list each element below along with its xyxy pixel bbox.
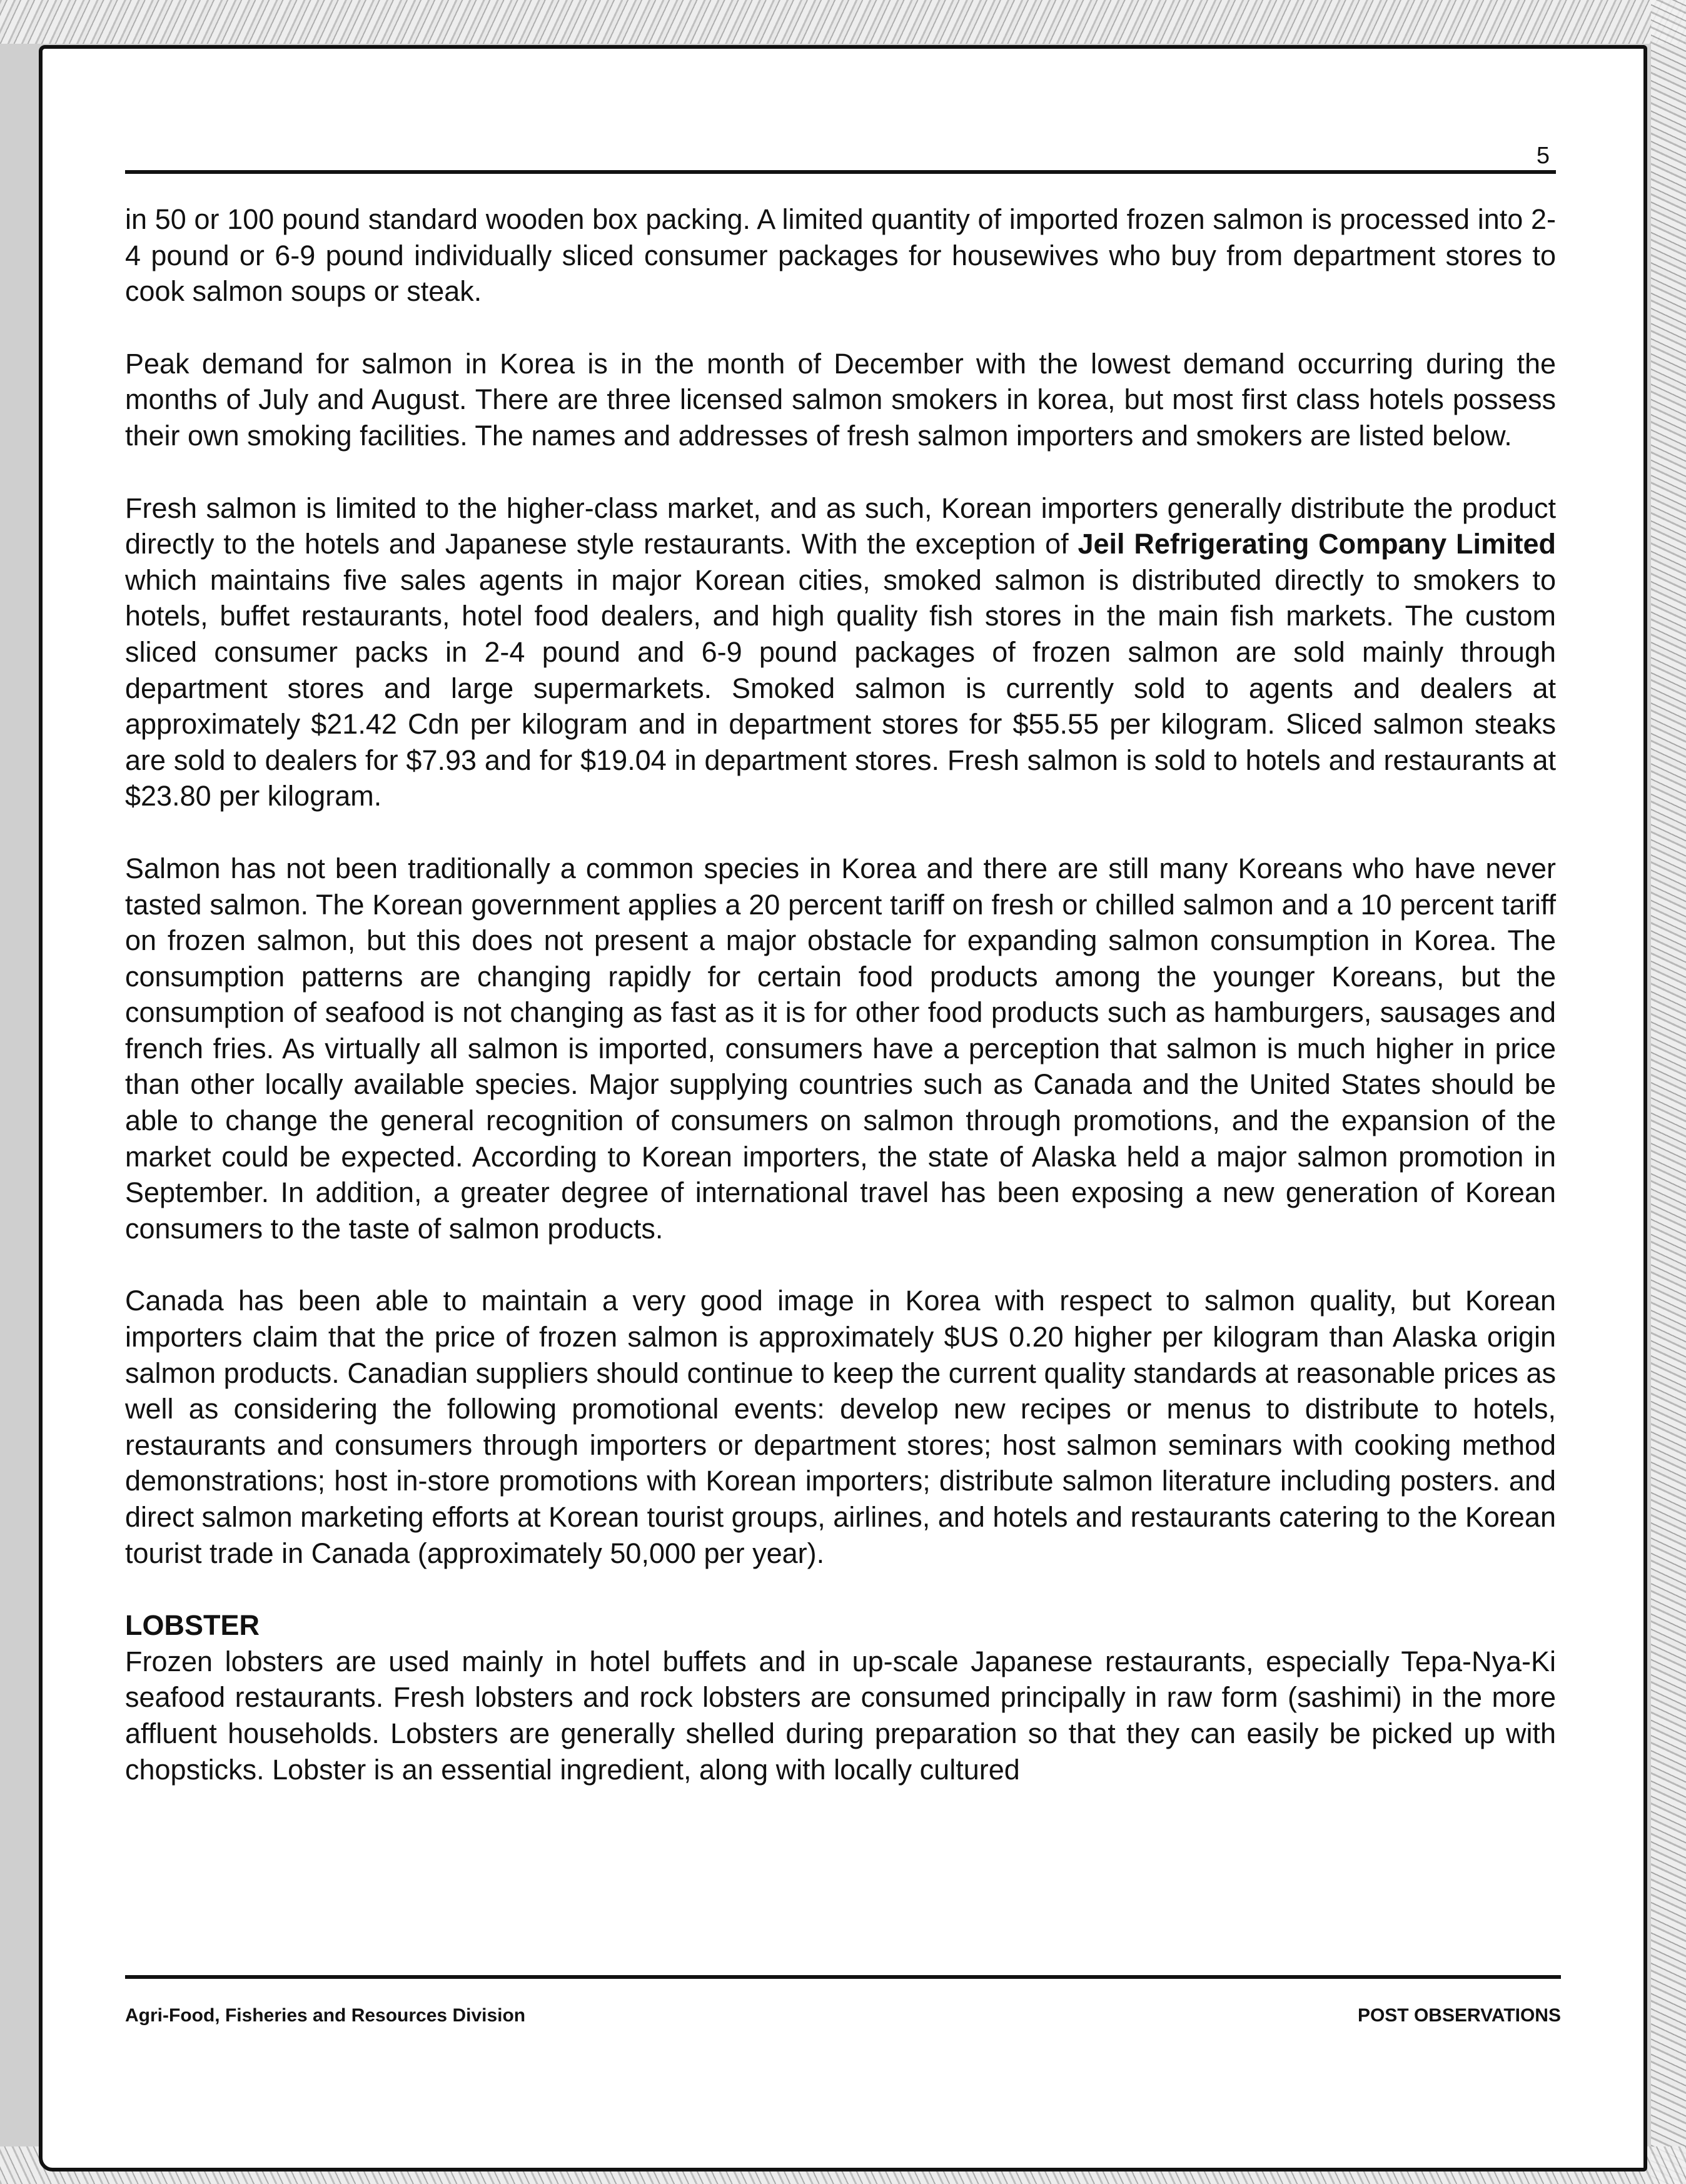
paragraph-lobster: Frozen lobsters are used mainly in hotel buffets and in up-scale Japanese restaurants, especially Tepa-Nya-Ki seafood restaurants. Fresh lobsters and rock lobsters are consumed principally in raw form (sashimi) in the more affluent households. Lobsters are generally shelled during preparation so that they can easily be picked up with chopsticks. Lobster is an essential ingredient, along with locally cultured [125,1645,1556,1786]
paragraph-consumption: Salmon has not been traditionally a common species in Korea and there are still many Koreans who have never tasted salmon. The Korean government applies a 20 percent tariff on fresh or chilled salmon and a 10 percent tariff on frozen salmon, but this does not present a major obstacle for expanding salmon consumption in Korea. The consumption patterns are changing rapidly for certain food products among the younger Koreans, but the consumption of seafood is not changing as fast as it is for other food products such as hamburgers, sausages and french fries. As virtually all salmon is imported, consumers have a perception that salmon is much higher in price than other locally available species. Major supplying countries such as Canada and the United States should be able to change the general recognition of consumers on salmon through promotions, and the expansion of the market could be expected. According to Korean importers, the state of Alaska held a major salmon promotion in September. In addition, a greater degree of international travel has been exposing a new generation of Korean consumers to the taste of salmon products. [125,852,1556,1245]
header-rule [125,170,1556,174]
paragraph-distribution-text-end: which maintains five sales agents in major Korean cities, smoked salmon is distributed directly to smokers to hotels, buffet restaurants, hotel food dealers, and high quality fish stores in the main fish markets. The custom sliced consumer packs in 2-4 pound and 6-9 pound packages of frozen salmon are sold mainly through department stores and large supermarkets. Smoked salmon is currently sold to agents and dealers at approximately $21.42 Cdn per kilogram and in department stores for $55.55 per kilogram. Sliced salmon steaks are sold to dealers for $7.93 and for $19.04 in department stores. Fresh salmon is sold to hotels and restaurants at $23.80 per kilogram. [125,564,1556,812]
scan-noise-right [1651,0,1686,2184]
scan-noise-top [0,0,1686,44]
paragraph-canada-image: Canada has been able to maintain a very good image in Korea with respect to salmon quality, but Korean importers claim that the price of frozen salmon is approximately $US 0.20 higher per kilogram than Alaska origin salmon products. Canadian suppliers should continue to keep the current quality standards at reasonable prices as well as considering the following promotional events: develop new recipes or menus to distribute to hotels, restaurants and consumers through importers or department stores; host salmon seminars with cooking method demonstrations; host in-store promotions with Korean importers; distribute salmon literature including posters. and direct salmon marketing efforts at Korean tourist groups, airlines, and hotels and restaurants catering to the Korean tourist trade in Canada (approximately 50,000 per year). [125,1285,1556,1569]
paragraph-distribution [125,490,1556,814]
company-name: Jeil Refrigerating Company Limited [1078,528,1556,560]
paragraph-peak-demand: Peak demand for salmon in Korea is in the month of December with the lowest demand occurring during the months of July and August. There are three licensed salmon smokers in korea, but most first class hotels possess their own smoking facilities. The names and addresses of fresh salmon importers and smokers are listed below. [125,347,1556,452]
paragraph-distribution-text-start: Fresh salmon is limited to the higher-class market, and as such, Korean importers generally distribute the product directly to the hotels and Japanese style restaurants. With the exception of [125,492,1556,560]
section-heading-lobster: LOBSTER [125,1609,260,1642]
footer-division: Agri-Food, Fisheries and Resources Division [125,2005,526,2026]
paragraph-packing: in 50 or 100 pound standard wooden box packing. A limited quantity of imported frozen salmon is processed into 2-4 pound or 6-9 pound individually sliced consumer packages for housewives who buy from department stores to cook salmon soups or steak. [125,203,1556,308]
footer-section-title: POST OBSERVATIONS [1357,2005,1561,2026]
page-number: 5 [1536,143,1550,169]
document-body [125,201,1556,1824]
footer-rule [125,1975,1561,1979]
